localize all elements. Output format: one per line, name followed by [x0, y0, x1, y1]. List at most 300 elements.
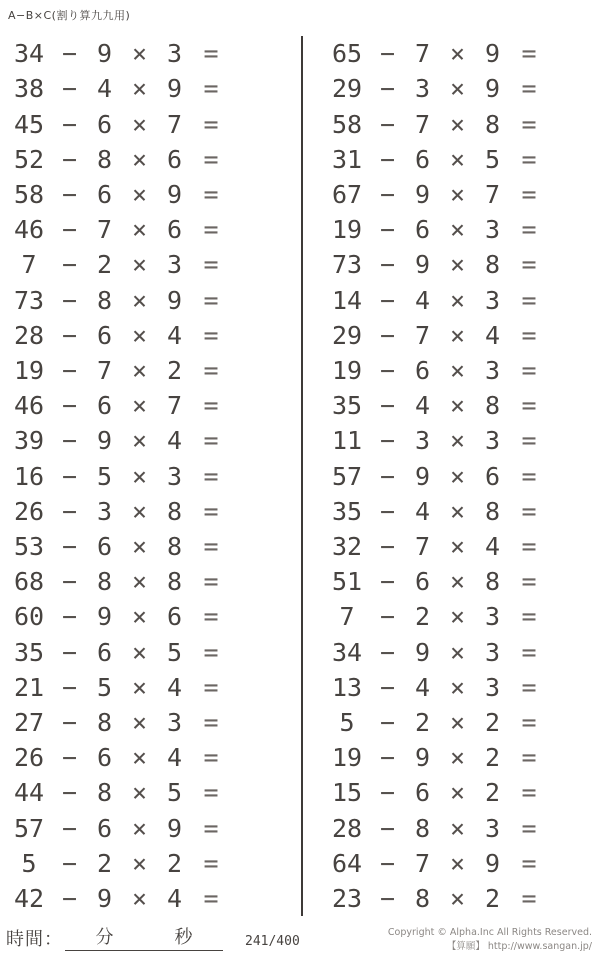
- times-sign: ×: [449, 250, 466, 280]
- operand-c: 2: [484, 778, 501, 808]
- operand-a: 65: [331, 39, 363, 69]
- problem-row: [324, 212, 600, 247]
- times-sign: ×: [131, 109, 148, 139]
- operand-b: 8: [96, 778, 113, 808]
- operand-c: 3: [484, 215, 501, 245]
- operand-a: 58: [13, 179, 45, 209]
- minus-sign: −: [61, 109, 78, 139]
- times-sign: ×: [449, 813, 466, 843]
- equals-sign: =: [203, 531, 219, 561]
- operand-c: 9: [166, 179, 183, 209]
- times-sign: ×: [131, 743, 148, 773]
- operand-c: 8: [166, 496, 183, 526]
- problem-row: [6, 634, 286, 669]
- problem-row: [324, 740, 600, 775]
- operand-b: 6: [96, 813, 113, 843]
- operand-a: 46: [13, 215, 45, 245]
- operand-c: 6: [484, 461, 501, 491]
- minus-sign: −: [61, 461, 78, 491]
- minus-sign: −: [379, 391, 396, 421]
- problem-row: [324, 775, 600, 810]
- times-sign: ×: [449, 707, 466, 737]
- times-sign: ×: [131, 883, 148, 913]
- operand-c: 4: [484, 320, 501, 350]
- times-sign: ×: [449, 531, 466, 561]
- times-sign: ×: [449, 567, 466, 597]
- operand-b: 7: [96, 355, 113, 385]
- operand-c: 9: [166, 285, 183, 315]
- times-sign: ×: [131, 602, 148, 632]
- minus-sign: −: [379, 637, 396, 667]
- minutes-label: 分: [95, 927, 114, 948]
- operand-a: 45: [13, 109, 45, 139]
- times-sign: ×: [449, 285, 466, 315]
- minus-sign: −: [61, 813, 78, 843]
- equals-sign: =: [521, 778, 537, 808]
- times-sign: ×: [449, 320, 466, 350]
- operand-c: 9: [484, 74, 501, 104]
- operand-c: 4: [484, 531, 501, 561]
- equals-sign: =: [203, 391, 219, 421]
- equals-sign: =: [521, 813, 537, 843]
- times-sign: ×: [131, 567, 148, 597]
- operand-b: 6: [414, 778, 431, 808]
- operand-b: 4: [96, 74, 113, 104]
- operand-c: 4: [166, 883, 183, 913]
- time-line: [6, 923, 300, 951]
- operand-c: 3: [166, 461, 183, 491]
- operand-c: 3: [484, 602, 501, 632]
- problem-row: [324, 599, 600, 634]
- operand-b: 9: [414, 743, 431, 773]
- equals-sign: =: [203, 74, 219, 104]
- problem-row: [6, 177, 286, 212]
- times-sign: ×: [449, 179, 466, 209]
- operand-a: 46: [13, 391, 45, 421]
- operand-b: 9: [414, 179, 431, 209]
- problems-column-left: [6, 36, 286, 916]
- problem-row: [324, 142, 600, 177]
- times-sign: ×: [449, 637, 466, 667]
- operand-a: 64: [331, 848, 363, 878]
- operand-c: 4: [166, 320, 183, 350]
- operand-a: 19: [331, 215, 363, 245]
- operand-b: 6: [96, 391, 113, 421]
- operand-b: 7: [414, 848, 431, 878]
- times-sign: ×: [449, 109, 466, 139]
- equals-sign: =: [521, 285, 537, 315]
- equals-sign: =: [203, 144, 219, 174]
- time-answer-blank: [65, 923, 223, 951]
- problem-row: [324, 529, 600, 564]
- operand-b: 4: [414, 285, 431, 315]
- minus-sign: −: [61, 144, 78, 174]
- equals-sign: =: [203, 320, 219, 350]
- copyright-line2: 【算願】 http://www.sangan.jp/: [446, 940, 592, 952]
- operand-b: 6: [96, 320, 113, 350]
- operand-b: 7: [414, 109, 431, 139]
- problem-row: [6, 388, 286, 423]
- operand-a: 26: [13, 743, 45, 773]
- operand-c: 6: [166, 602, 183, 632]
- operand-a: 68: [13, 567, 45, 597]
- minus-sign: −: [61, 848, 78, 878]
- operand-b: 8: [96, 567, 113, 597]
- equals-sign: =: [521, 883, 537, 913]
- operand-c: 3: [484, 355, 501, 385]
- operand-a: 26: [13, 496, 45, 526]
- times-sign: ×: [131, 39, 148, 69]
- problem-row: [6, 71, 286, 106]
- equals-sign: =: [203, 743, 219, 773]
- minus-sign: −: [379, 883, 396, 913]
- minus-sign: −: [61, 602, 78, 632]
- operand-b: 9: [96, 426, 113, 456]
- operand-a: 31: [331, 144, 363, 174]
- operand-a: 29: [331, 320, 363, 350]
- minus-sign: −: [61, 215, 78, 245]
- problem-row: [324, 810, 600, 845]
- problem-row: [6, 775, 286, 810]
- seconds-label: 秒: [174, 927, 193, 948]
- problem-row: [6, 846, 286, 881]
- operand-a: 58: [331, 109, 363, 139]
- problem-row: [6, 106, 286, 141]
- operand-c: 5: [484, 144, 501, 174]
- operand-a: 34: [13, 39, 45, 69]
- minus-sign: −: [379, 39, 396, 69]
- problem-row: [6, 564, 286, 599]
- operand-a: 27: [13, 707, 45, 737]
- problem-row: [6, 282, 286, 317]
- minus-sign: −: [61, 778, 78, 808]
- copyright-line1: Copyright © Alpha.Inc All Rights Reserved.: [387, 927, 592, 939]
- minus-sign: −: [379, 215, 396, 245]
- operand-b: 7: [414, 39, 431, 69]
- operand-b: 8: [414, 813, 431, 843]
- operand-c: 8: [484, 391, 501, 421]
- operand-a: 73: [13, 285, 45, 315]
- operand-a: 29: [331, 74, 363, 104]
- problem-row: [6, 353, 286, 388]
- times-sign: ×: [449, 602, 466, 632]
- operand-a: 57: [13, 813, 45, 843]
- operand-a: 38: [13, 74, 45, 104]
- minus-sign: −: [61, 567, 78, 597]
- operand-b: 3: [414, 426, 431, 456]
- minus-sign: −: [379, 531, 396, 561]
- minus-sign: −: [379, 567, 396, 597]
- minus-sign: −: [61, 179, 78, 209]
- equals-sign: =: [521, 215, 537, 245]
- operand-c: 7: [484, 179, 501, 209]
- times-sign: ×: [449, 883, 466, 913]
- operand-a: 67: [331, 179, 363, 209]
- minus-sign: −: [379, 743, 396, 773]
- operand-c: 3: [166, 707, 183, 737]
- problem-row: [6, 599, 286, 634]
- problem-row: [6, 810, 286, 845]
- equals-sign: =: [521, 637, 537, 667]
- operand-b: 9: [96, 602, 113, 632]
- operand-a: 32: [331, 531, 363, 561]
- copyright-block: [388, 926, 592, 953]
- times-sign: ×: [131, 355, 148, 385]
- minus-sign: −: [61, 496, 78, 526]
- operand-a: 23: [331, 883, 363, 913]
- problem-row: [324, 881, 600, 916]
- problem-row: [6, 142, 286, 177]
- times-sign: ×: [131, 672, 148, 702]
- problem-row: [324, 247, 600, 282]
- minus-sign: −: [379, 778, 396, 808]
- operand-c: 8: [484, 109, 501, 139]
- minus-sign: −: [61, 74, 78, 104]
- operand-a: 19: [331, 355, 363, 385]
- operand-b: 8: [414, 883, 431, 913]
- equals-sign: =: [521, 496, 537, 526]
- times-sign: ×: [131, 637, 148, 667]
- times-sign: ×: [449, 743, 466, 773]
- minus-sign: −: [379, 74, 396, 104]
- times-sign: ×: [131, 250, 148, 280]
- equals-sign: =: [203, 602, 219, 632]
- operand-b: 6: [414, 567, 431, 597]
- equals-sign: =: [521, 355, 537, 385]
- time-label: 時間：: [6, 929, 63, 950]
- operand-c: 3: [484, 637, 501, 667]
- operand-a: 35: [331, 391, 363, 421]
- problem-row: [324, 353, 600, 388]
- problem-row: [324, 318, 600, 353]
- operand-c: 2: [166, 848, 183, 878]
- operand-c: 3: [484, 813, 501, 843]
- times-sign: ×: [449, 355, 466, 385]
- operand-a: 14: [331, 285, 363, 315]
- operand-b: 6: [414, 355, 431, 385]
- minus-sign: −: [379, 320, 396, 350]
- equals-sign: =: [203, 496, 219, 526]
- operand-b: 4: [414, 496, 431, 526]
- operand-a: 11: [331, 426, 363, 456]
- minus-sign: −: [379, 426, 396, 456]
- times-sign: ×: [131, 707, 148, 737]
- problem-row: [6, 212, 286, 247]
- operand-a: 57: [331, 461, 363, 491]
- times-sign: ×: [449, 391, 466, 421]
- problem-row: [324, 36, 600, 71]
- times-sign: ×: [131, 461, 148, 491]
- operand-a: 60: [13, 602, 45, 632]
- equals-sign: =: [521, 391, 537, 421]
- operand-b: 4: [414, 391, 431, 421]
- operand-a: 28: [13, 320, 45, 350]
- operand-b: 2: [96, 250, 113, 280]
- times-sign: ×: [131, 391, 148, 421]
- operand-a: 5: [21, 848, 37, 878]
- times-sign: ×: [131, 813, 148, 843]
- minus-sign: −: [61, 672, 78, 702]
- minus-sign: −: [379, 461, 396, 491]
- equals-sign: =: [521, 320, 537, 350]
- problem-row: [324, 494, 600, 529]
- operand-c: 3: [484, 672, 501, 702]
- equals-sign: =: [521, 426, 537, 456]
- operand-b: 7: [414, 531, 431, 561]
- operand-a: 16: [13, 461, 45, 491]
- operand-c: 7: [166, 391, 183, 421]
- operand-b: 2: [414, 707, 431, 737]
- problem-row: [324, 846, 600, 881]
- equals-sign: =: [203, 637, 219, 667]
- minus-sign: −: [61, 285, 78, 315]
- minus-sign: −: [379, 602, 396, 632]
- equals-sign: =: [203, 813, 219, 843]
- times-sign: ×: [131, 426, 148, 456]
- times-sign: ×: [131, 144, 148, 174]
- minus-sign: −: [379, 250, 396, 280]
- equals-sign: =: [203, 109, 219, 139]
- problem-row: [324, 670, 600, 705]
- times-sign: ×: [449, 496, 466, 526]
- operand-b: 8: [96, 707, 113, 737]
- equals-sign: =: [521, 144, 537, 174]
- operand-c: 3: [484, 285, 501, 315]
- minus-sign: −: [61, 426, 78, 456]
- equals-sign: =: [521, 179, 537, 209]
- operand-c: 9: [484, 39, 501, 69]
- minus-sign: −: [61, 743, 78, 773]
- equals-sign: =: [203, 355, 219, 385]
- equals-sign: =: [203, 285, 219, 315]
- problem-row: [324, 705, 600, 740]
- operand-b: 3: [414, 74, 431, 104]
- times-sign: ×: [449, 144, 466, 174]
- equals-sign: =: [521, 250, 537, 280]
- operand-b: 8: [96, 144, 113, 174]
- operand-b: 5: [96, 461, 113, 491]
- operand-a: 42: [13, 883, 45, 913]
- times-sign: ×: [449, 461, 466, 491]
- equals-sign: =: [203, 426, 219, 456]
- operand-a: 28: [331, 813, 363, 843]
- minus-sign: −: [61, 637, 78, 667]
- equals-sign: =: [521, 109, 537, 139]
- operand-b: 6: [96, 179, 113, 209]
- operand-b: 9: [96, 883, 113, 913]
- equals-sign: =: [203, 250, 219, 280]
- operand-a: 39: [13, 426, 45, 456]
- times-sign: ×: [131, 74, 148, 104]
- operand-b: 5: [96, 672, 113, 702]
- minus-sign: −: [61, 355, 78, 385]
- minus-sign: −: [379, 813, 396, 843]
- operand-a: 13: [331, 672, 363, 702]
- problem-row: [324, 458, 600, 493]
- problem-row: [6, 881, 286, 916]
- minus-sign: −: [379, 672, 396, 702]
- equals-sign: =: [203, 848, 219, 878]
- page-number: 241/400: [245, 934, 300, 949]
- operand-c: 8: [484, 496, 501, 526]
- problem-row: [6, 423, 286, 458]
- operand-a: 34: [331, 637, 363, 667]
- operand-c: 9: [166, 74, 183, 104]
- times-sign: ×: [131, 179, 148, 209]
- operand-a: 21: [13, 672, 45, 702]
- operand-c: 4: [166, 743, 183, 773]
- operand-b: 8: [96, 285, 113, 315]
- times-sign: ×: [131, 215, 148, 245]
- problem-row: [324, 564, 600, 599]
- times-sign: ×: [449, 426, 466, 456]
- operand-b: 6: [96, 531, 113, 561]
- equals-sign: =: [521, 39, 537, 69]
- times-sign: ×: [131, 496, 148, 526]
- operand-a: 7: [339, 602, 355, 632]
- operand-c: 3: [484, 426, 501, 456]
- problem-row: [324, 177, 600, 212]
- operand-c: 3: [166, 250, 183, 280]
- operand-c: 9: [166, 813, 183, 843]
- operand-b: 2: [96, 848, 113, 878]
- operand-a: 7: [21, 250, 37, 280]
- operand-b: 7: [96, 215, 113, 245]
- operand-a: 5: [339, 707, 355, 737]
- operand-b: 6: [96, 743, 113, 773]
- worksheet-title: A−B×C(割り算九九用): [8, 9, 131, 22]
- times-sign: ×: [131, 778, 148, 808]
- column-divider: [301, 36, 303, 916]
- operand-a: 19: [13, 355, 45, 385]
- equals-sign: =: [203, 778, 219, 808]
- operand-c: 9: [484, 848, 501, 878]
- operand-c: 3: [166, 39, 183, 69]
- operand-a: 35: [13, 637, 45, 667]
- minus-sign: −: [379, 285, 396, 315]
- equals-sign: =: [203, 567, 219, 597]
- minus-sign: −: [61, 39, 78, 69]
- operand-c: 4: [166, 672, 183, 702]
- operand-c: 8: [484, 250, 501, 280]
- minus-sign: −: [379, 179, 396, 209]
- operand-a: 35: [331, 496, 363, 526]
- problem-row: [6, 247, 286, 282]
- equals-sign: =: [521, 707, 537, 737]
- operand-c: 4: [166, 426, 183, 456]
- equals-sign: =: [521, 567, 537, 597]
- equals-sign: =: [521, 74, 537, 104]
- operand-c: 8: [166, 567, 183, 597]
- minus-sign: −: [379, 707, 396, 737]
- operand-a: 19: [331, 743, 363, 773]
- equals-sign: =: [203, 707, 219, 737]
- minus-sign: −: [61, 391, 78, 421]
- equals-sign: =: [203, 461, 219, 491]
- minus-sign: −: [379, 848, 396, 878]
- problems-column-right: [324, 36, 600, 916]
- operand-c: 5: [166, 637, 183, 667]
- equals-sign: =: [203, 39, 219, 69]
- minus-sign: −: [61, 883, 78, 913]
- operand-c: 2: [484, 707, 501, 737]
- problem-row: [324, 634, 600, 669]
- equals-sign: =: [203, 215, 219, 245]
- operand-a: 15: [331, 778, 363, 808]
- problem-row: [324, 282, 600, 317]
- times-sign: ×: [449, 39, 466, 69]
- equals-sign: =: [521, 531, 537, 561]
